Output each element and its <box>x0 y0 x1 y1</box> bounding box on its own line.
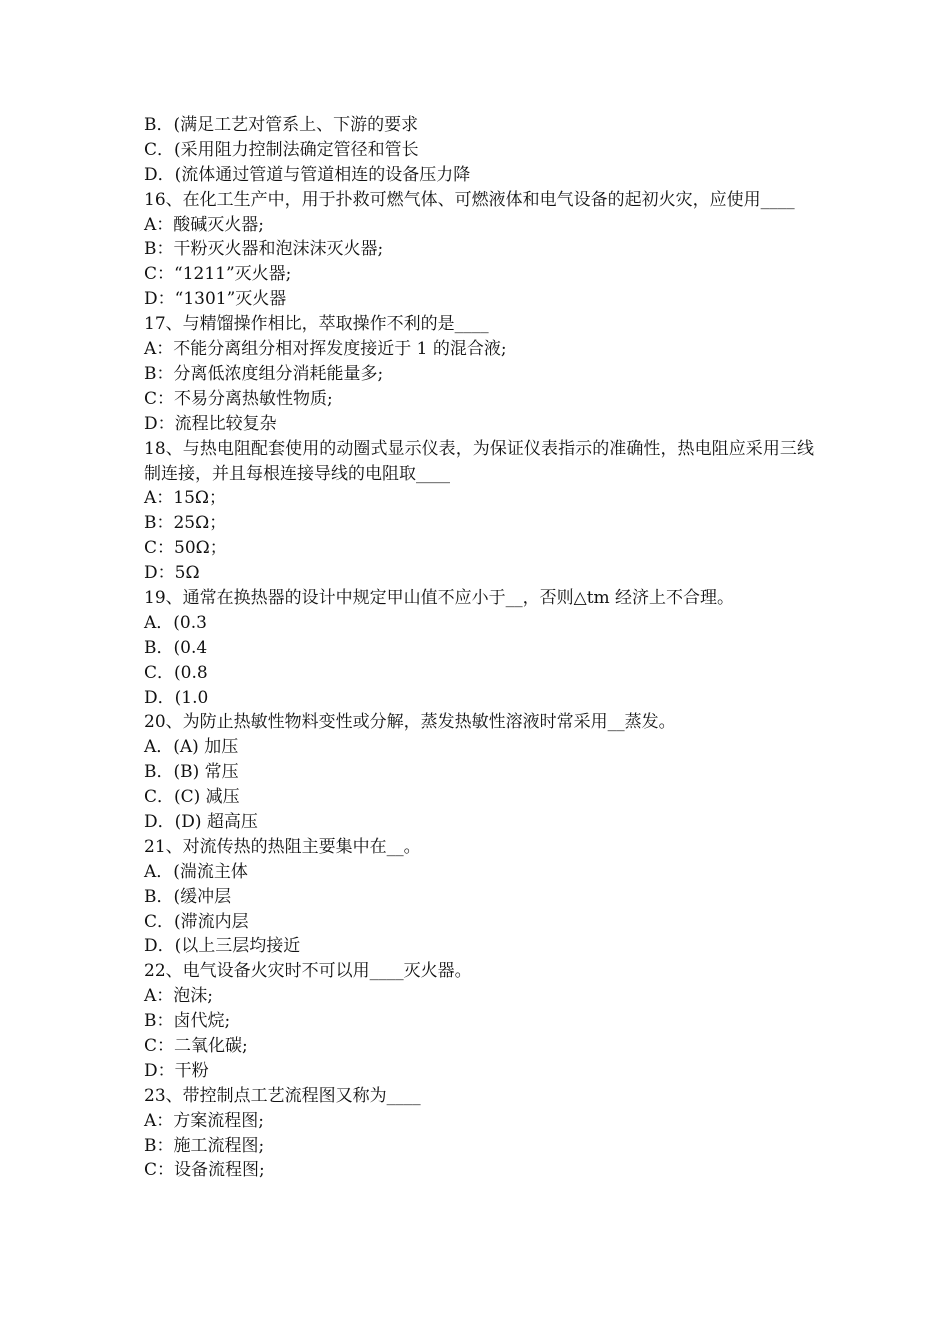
option-line: C：50Ω； <box>144 538 227 559</box>
option-line: B：25Ω； <box>144 513 227 534</box>
option-line: B．(B) 常压 <box>144 762 239 783</box>
option-line: A：泡沫; <box>144 986 214 1007</box>
question-23: 23、带控制点工艺流程图又称为____ <box>144 1085 421 1106</box>
option-line: B．(满足工艺对管系上、下游的要求 <box>144 115 419 135</box>
option-line: B：干粉灭火器和泡沫沫灭火器; <box>144 239 384 260</box>
question-18: 18、与热电阻配套使用的动圈式显示仪表，为保证仪表指示的准确性，热电阻应采用三线制连接，并且每根连接导线的电阻取____ <box>144 438 814 484</box>
option-line: A：方案流程图; <box>144 1110 265 1131</box>
option-line: C．(滞流内层 <box>144 911 249 932</box>
option-line: D：“1301”灭火器 <box>144 289 287 310</box>
option-line: A：15Ω； <box>144 488 227 509</box>
option-line: B．(0.4 <box>144 637 208 658</box>
option-line: D：流程比较复杂 <box>144 413 277 434</box>
option-line: D．(D) 超高压 <box>144 811 258 832</box>
option-line: D．(1.0 <box>144 687 209 708</box>
option-line: B：分离低浓度组分消耗能量多; <box>144 363 384 384</box>
option-line: B：卤代烷; <box>144 1011 231 1032</box>
option-line: C．(C) 减压 <box>144 787 240 808</box>
option-line: D．(以上三层均接近 <box>144 936 301 957</box>
option-line: A：不能分离组分相对挥发度接近于 1 的混合液; <box>144 339 507 360</box>
option-line: C：二氧化碳; <box>144 1036 248 1056</box>
question-22: 22、电气设备火灾时不可以用____灭火器。 <box>144 961 472 982</box>
document-body <box>144 113 814 1183</box>
option-line: A．(0.3 <box>144 612 207 633</box>
question-21: 21、对流传热的热阻主要集中在__。 <box>144 836 421 857</box>
option-line: D．(流体通过管道与管道相连的设备压力降 <box>144 164 471 185</box>
option-line: B：施工流程图; <box>144 1135 265 1156</box>
option-line: B．(缓冲层 <box>144 886 232 907</box>
option-line: C．(采用阻力控制法确定管径和管长 <box>144 139 419 160</box>
option-line: A．(湍流主体 <box>144 861 248 882</box>
question-19: 19、通常在换热器的设计中规定甲山值不应小于__，否则△tm 经济上不合理。 <box>144 587 735 608</box>
option-line: A．(A) 加压 <box>144 737 239 758</box>
option-line: A：酸碱灭火器; <box>144 214 265 235</box>
question-17: 17、与精馏操作相比，萃取操作不利的是____ <box>144 314 489 335</box>
option-line: C：设备流程图; <box>144 1160 265 1181</box>
question-20: 20、为防止热敏性物料变性或分解，蒸发热敏性溶液时常采用__蒸发。 <box>144 712 676 733</box>
option-line: D：干粉 <box>144 1060 209 1081</box>
option-line: D：5Ω <box>144 563 200 584</box>
option-line: C．(0.8 <box>144 662 208 683</box>
option-line: C：“1211”灭火器; <box>144 264 292 285</box>
question-16: 16、在化工生产中，用于扑救可燃气体、可燃液体和电气设备的起初火灾，应使用____ <box>144 189 795 210</box>
option-line: C：不易分离热敏性物质; <box>144 388 333 409</box>
